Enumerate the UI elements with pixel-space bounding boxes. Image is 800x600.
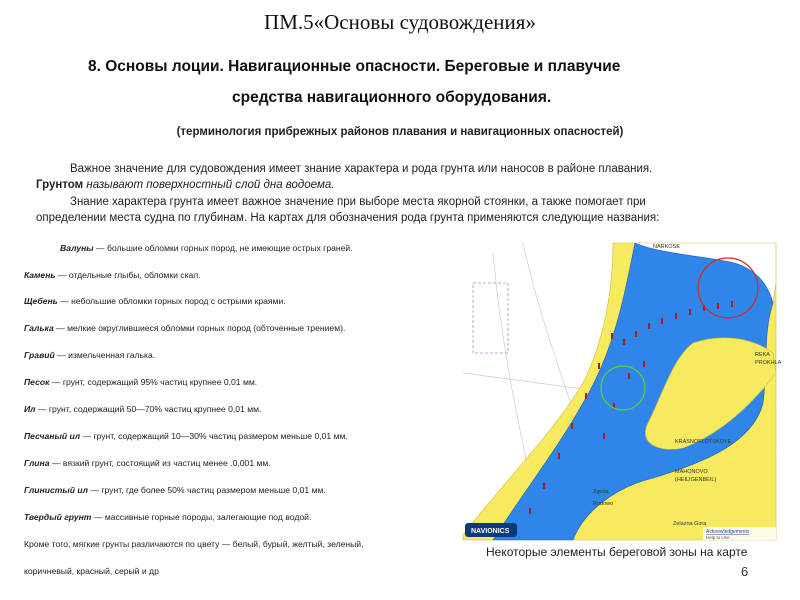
section-heading: 8. Основы лоции. Навигационные опасности. Береговые и плавучие [88, 58, 621, 75]
nautical-chart-map [463, 243, 782, 540]
intro-paragraph-3: Знание характера грунта имеет важное значение при выборе места якорной стоянки, а также помогает при [70, 196, 646, 208]
term-item: Камень — отдельные глыбы, обломки скал. [24, 270, 201, 280]
intro-paragraph-1: Важное значение для судовождения имеет знание характера и рода грунта или наносов в районе плавания. [70, 163, 653, 175]
term-item: Ил — грунт, содержащий 50—70% частиц крупнее 0,01 мм. [24, 404, 262, 414]
page-number: 6 [741, 564, 749, 579]
soil-color-note: Кроме того, мягкие грунты различаются по цвету — белый, бурый, желтый, зеленый, [24, 539, 364, 549]
label-zgoda: Zgoda [593, 489, 609, 495]
label-zelazna-gora: Zelazna Gora [673, 521, 707, 527]
term-item: Глина — вязкий грунт, состоящий из частиц менее .0,001 мм. [24, 458, 271, 468]
label-prokhladnaya: PROKHLA [755, 360, 782, 366]
term-item: Валуны — большие обломки горных пород, не имеющие острых граней. [60, 243, 353, 253]
term-item: Галька — мелкие округлившиеся обломки горных пород (обточенные трением). [24, 323, 346, 333]
label-rodowo: Rodowo [593, 501, 614, 507]
help-link[interactable]: Help to Use [706, 535, 730, 540]
intro-paragraph-4: определении места судна по глубинам. На картах для обозначения рода грунта применяются следующие названия: [36, 212, 660, 224]
term-item: Твердый грунт — массивные горные породы, залегающие под водой. [24, 512, 312, 522]
intro-paragraph-2 [36, 177, 334, 194]
map-caption: Некоторые элементы береговой зоны на карте [486, 545, 748, 559]
term-item: Глинистый ил — грунт, где более 50% частиц размером меньше 0,01 мм. [24, 485, 326, 495]
page-title: ПМ.5«Основы судовождения» [264, 10, 536, 34]
term-item: Щебень — небольшие обломки горных пород с острыми краями. [24, 296, 286, 306]
term-item: Песок — грунт, содержащий 95% частиц крупнее 0,01 мм. [24, 377, 258, 387]
ground-definition: называют поверхностный слой дна водоема. [83, 179, 335, 191]
label-mahonovo: MAHONOVO [675, 469, 708, 475]
label-reka: REKA [755, 352, 770, 358]
section-subheading: (терминология прибрежных районов плавания и навигационных опасностей) [176, 126, 624, 138]
term-item: Песчаный ил — грунт, содержащий 10—30% частиц размером меньше 0,01 мм. [24, 431, 348, 441]
label-heiligenbeil: (HEILIGENBEIL) [675, 477, 717, 483]
svg-text:NAVIONICS: NAVIONICS [471, 528, 510, 535]
label-krasnoflotskoye: KRASNOFLOTSKOYE [675, 439, 732, 445]
soil-color-note-continued: коричневый, красный, серый и др [24, 566, 159, 576]
term-item: Гравий — измельченная галька. [24, 350, 156, 360]
section-heading-continued: средства навигационного оборудования. [232, 89, 552, 106]
label-narkose: NARKOSE [653, 244, 680, 250]
ground-term: Грунтом [36, 179, 84, 191]
acknowledgements-link[interactable]: Acknowledgements [706, 529, 750, 535]
